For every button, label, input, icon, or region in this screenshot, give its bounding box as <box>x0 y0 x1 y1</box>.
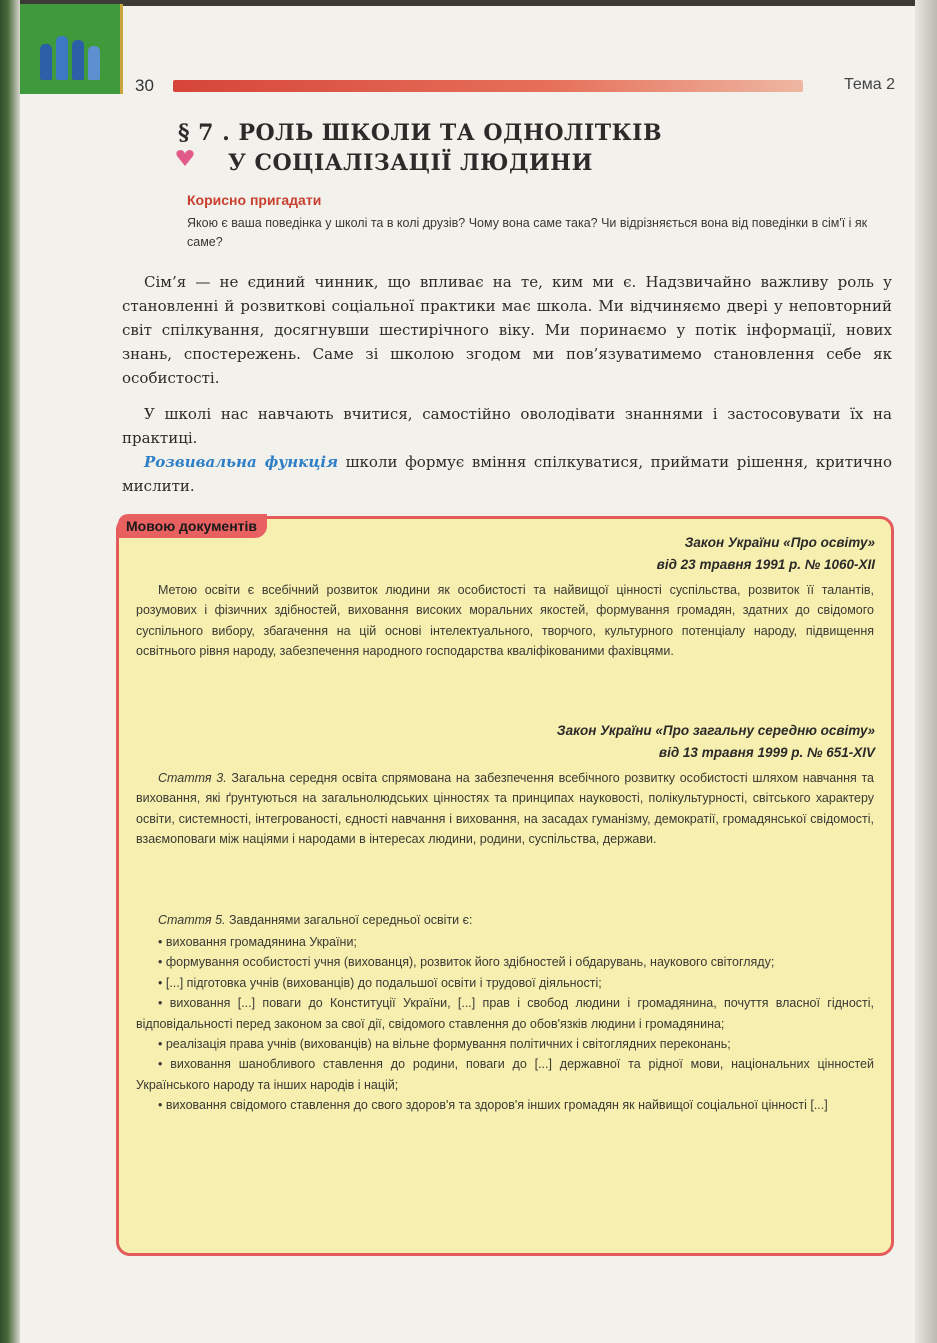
section-title-line2: У СОЦІАЛІЗАЦІЇ ЛЮДИНИ <box>228 150 593 176</box>
key-term: Розвивальна функція <box>144 453 339 471</box>
top-strip <box>0 0 937 6</box>
paragraph-1-text: Сім’я — не єдиний чинник, що впливає на те, ким ми є. Надзвичайно важливу роль у становленні й розвиткові соціальної практики має школа. Ми відчиняємо двері у неповторний світ спілкування, досягнувши шестирічного віку. Ми поринаємо у потік інформації, нових знань, спостережень. Саме зі школою згодом ми пов’язуватимемо становлення себе як особистості. <box>122 273 892 387</box>
article3-text: Загальна середня освіта спрямована на забезпечення всебічного розвитку особистості шляхом навчання та виховання, які ґрунтуються на загальнолюдських цінностях та принципах науковості, полікультурності, світського характеру освіти, системності, інтегрованості, єдності навчання і виховання, на засадах гуманізму, демократії, громадянської свідомості, взаємоповаги між націями і народами в інтересах людини, родини, суспільства, держави. <box>136 771 874 847</box>
list-item: • реалізація права учнів (вихованців) на вільне формування політичних і світоглядних переконань; <box>158 1037 731 1052</box>
law1-text: Метою освіти є всебічний розвиток людини як особистості та найвищої цінності суспільства, розвиток її талантів, розумових і фізичних здібностей, виховання високих моральних якостей, формування громадян, здатних до свідомого суспільного вибору, збагачення на цій основі інтелектуального, творчого, культурного потенціалу народу, підвищення освітнього рівня народу, забезпечення народного господарства кваліфікованими фахівцями. <box>136 583 874 659</box>
law1-date: від 23 травня 1991 р. № 1060-XII <box>656 557 875 572</box>
right-page-edge <box>915 0 937 1343</box>
list-item: • [...] підготовка учнів (вихованців) до подальшої освіти і трудової діяльності; <box>158 975 602 990</box>
header-bar <box>173 80 803 92</box>
left-page-edge <box>0 0 20 1343</box>
article5-label: Стаття 5. <box>158 913 226 927</box>
recall-heading: Корисно пригадати <box>187 192 322 208</box>
page-header <box>135 74 895 98</box>
paragraph-3-text: школи формує вміння спілкуватися, приймати рішення, критично мислити. <box>122 453 892 495</box>
list-item: • формування особистості учня (вихованця), розвиток його здібностей і обдарувань, наукового світогляду; <box>158 955 775 970</box>
documents-tab-label: Мовою документів <box>126 518 258 534</box>
section-title <box>178 118 738 178</box>
documents-tab <box>118 514 267 538</box>
list-item: • виховання громадянина України; <box>158 935 357 949</box>
law2-title: Закон України «Про загальну середню освіту» <box>556 723 875 738</box>
article3-label: Стаття 3. <box>158 771 227 785</box>
list-item: • виховання шанобливого ставлення до родини, поваги до [...] державної та рідної мови, національних цінностей Українського народу та інших народів і націй; <box>136 1057 874 1092</box>
article3-block <box>136 768 874 850</box>
article5-bullets <box>136 932 874 1116</box>
paragraph-2-text: У школі нас навчають вчитися, самостійно оволодівати знаннями і застосовувати їх на практиці. <box>122 405 892 447</box>
law1-text-block <box>136 580 874 662</box>
paragraph-2 <box>122 402 892 450</box>
paragraph-3 <box>122 450 892 498</box>
article5-block <box>136 910 874 930</box>
law2-date: від 13 травня 1999 р. № 651-XIV <box>658 745 875 760</box>
chapter-logo-icon <box>20 4 123 94</box>
page-number: 30 <box>135 76 154 95</box>
paragraph-1 <box>122 270 892 390</box>
list-item: • виховання [...] поваги до Конституції України, [...] прав і свобод людини і громадянина, почуття власної гідності, відповідальності перед законом за свої дії, свідомого ставлення до обов'язків людини і громадянина; <box>136 996 874 1031</box>
law1-heading <box>657 532 875 576</box>
recall-questions: Якою є ваша поведінка у школі та в колі друзів? Чому вона саме така? Чи відрізняється вона від поведінки в сім'ї і як саме? <box>187 216 868 249</box>
topic-label: Тема 2 <box>843 76 895 93</box>
list-item: • виховання свідомого ставлення до свого здоров'я та здоров'я інших громадян як найвищої соціальної цінності [...] <box>158 1098 828 1113</box>
law2-heading <box>557 720 875 764</box>
section-title-line1: § 7 . РОЛЬ ШКОЛИ ТА ОДНОЛІТКІВ <box>178 120 663 146</box>
article5-text: Завданнями загальної середньої освіти є: <box>225 913 473 927</box>
law1-title: Закон України «Про освіту» <box>684 535 875 550</box>
